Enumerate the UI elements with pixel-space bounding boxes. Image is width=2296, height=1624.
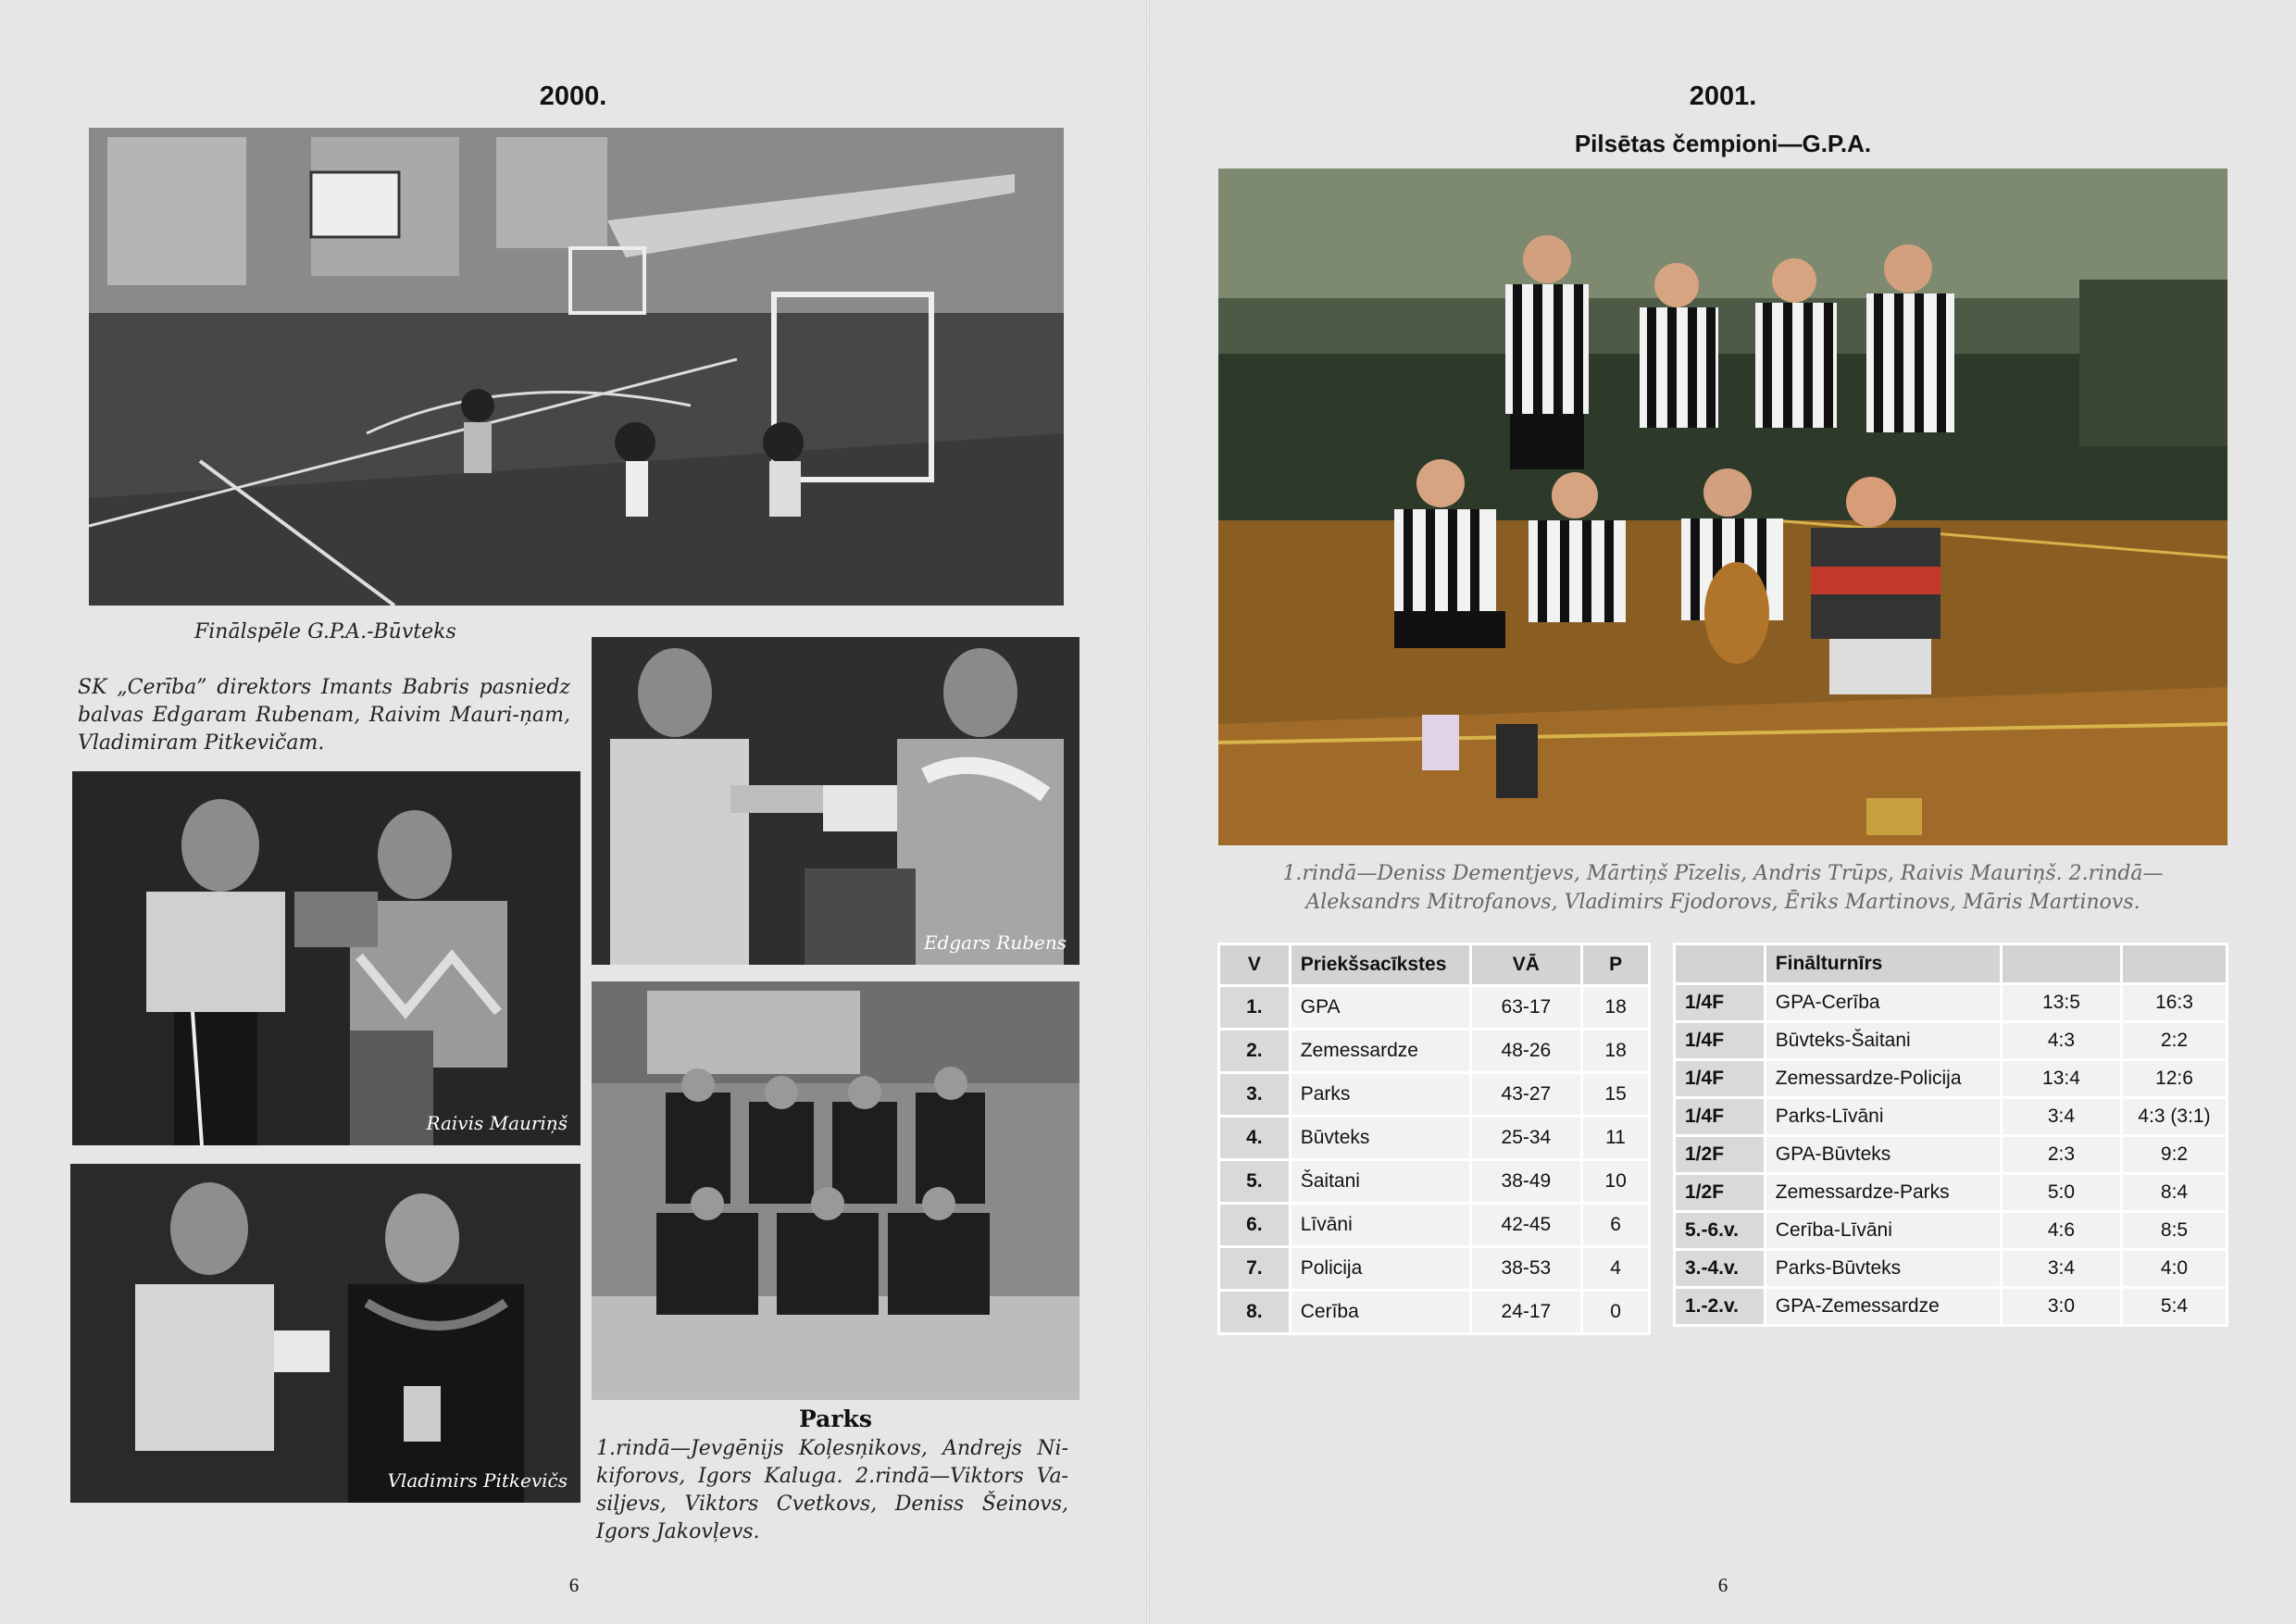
- table-row: [1220, 1074, 1648, 1115]
- match-cell: Zemessardze-Policija: [1766, 1061, 2000, 1096]
- score1-cell: 13:4: [2003, 1061, 2120, 1096]
- score2-cell: 9:2: [2123, 1137, 2226, 1172]
- year-heading-2000: 2000.: [539, 81, 607, 111]
- goals-cell: 24-17: [1472, 1292, 1581, 1332]
- table-row: [1676, 1289, 2226, 1324]
- table-row: [1676, 985, 2226, 1020]
- photo-gpa-champions: [1218, 169, 2227, 845]
- photo-final-match-image: [89, 128, 1064, 606]
- table-row: [1676, 1175, 2226, 1210]
- place-cell: 7.: [1220, 1248, 1289, 1289]
- champions-photo-caption: 1.rindā—Deniss Dementjevs, Mārtiņš Pīzelis, Andris Trūps, Raivis Mauriņš. 2.rindā—Aleksandrs Mitrofanovs, Vladimirs Fjodorovs, Ēriks Martinovs, Māris Martinovs.: [1282, 862, 2164, 914]
- score1-cell: 3:4: [2003, 1251, 2120, 1286]
- score2-cell: 8:4: [2123, 1175, 2226, 1210]
- place-cell: 4.: [1220, 1118, 1289, 1158]
- table-row: [1220, 1031, 1648, 1071]
- team-cell: GPA: [1292, 987, 1469, 1028]
- match-cell: GPA-Zemessardze: [1766, 1289, 2000, 1324]
- photo-edgars-rubens: [592, 637, 1079, 965]
- goals-cell: 25-34: [1472, 1118, 1581, 1158]
- final-header-game1: [2003, 945, 2120, 982]
- score1-cell: 2:3: [2003, 1137, 2120, 1172]
- points-cell: 4: [1583, 1248, 1648, 1289]
- points-cell: 6: [1583, 1205, 1648, 1245]
- team-cell: Būvteks: [1292, 1118, 1469, 1158]
- photo-parks-team-image: [592, 981, 1079, 1400]
- match-cell: Cerība-Līvāni: [1766, 1213, 2000, 1248]
- table-row: [1676, 1213, 2226, 1248]
- points-cell: 15: [1583, 1074, 1648, 1115]
- award-description: SK „Cerība” direktors Imants Babris pasniedz balvas Edgaram Rubenam, Raivim Mauri-ņam, Vladimiram Pitkevičam.: [78, 676, 570, 755]
- stage-cell: 1/4F: [1676, 985, 1764, 1020]
- match-cell: GPA-Būvteks: [1766, 1137, 2000, 1172]
- table-row: [1220, 1292, 1648, 1332]
- score2-cell: 2:2: [2123, 1023, 2226, 1058]
- table-row: [1220, 1248, 1648, 1289]
- place-cell: 3.: [1220, 1074, 1289, 1115]
- photo-vladimirs-pitkevics: [70, 1164, 580, 1503]
- score1-cell: 5:0: [2003, 1175, 2120, 1210]
- goals-cell: 48-26: [1472, 1031, 1581, 1071]
- place-cell: 8.: [1220, 1292, 1289, 1332]
- team-parks-members: 1.rindā—Jevgēnijs Koļesņikovs, Andrejs Ni-kiforovs, Igors Kaluga. 2.rindā—Viktors Va-siļjevs, Viktors Cvetkovs, Deniss Šeinovs, Igors Jakovļevs.: [596, 1437, 1068, 1543]
- table-row: [1676, 1061, 2226, 1096]
- photo-gpa-champions-image: [1218, 169, 2227, 845]
- score2-cell: 4:0: [2123, 1251, 2226, 1286]
- score1-cell: 4:3: [2003, 1023, 2120, 1058]
- final-table-header: [1676, 945, 2226, 982]
- team-cell: Zemessardze: [1292, 1031, 1469, 1071]
- match-cell: Būvteks-Šaitani: [1766, 1023, 2000, 1058]
- stage-cell: 1/4F: [1676, 1099, 1764, 1134]
- score2-cell: 5:4: [2123, 1289, 2226, 1324]
- page-number-right: 6: [1717, 1574, 1728, 1596]
- stage-cell: 1/2F: [1676, 1137, 1764, 1172]
- points-cell: 18: [1583, 987, 1648, 1028]
- score2-cell: 4:3 (3:1): [2123, 1099, 2226, 1134]
- score2-cell: 12:6: [2123, 1061, 2226, 1096]
- prelim-table-header: [1220, 945, 1648, 984]
- place-cell: 1.: [1220, 987, 1289, 1028]
- points-cell: 18: [1583, 1031, 1648, 1071]
- score1-cell: 3:0: [2003, 1289, 2120, 1324]
- score1-cell: 4:6: [2003, 1213, 2120, 1248]
- table-row: [1220, 1205, 1648, 1245]
- match-cell: GPA-Cerība: [1766, 985, 2000, 1020]
- page-number-left: 6: [568, 1574, 580, 1596]
- place-cell: 6.: [1220, 1205, 1289, 1245]
- score2-cell: 8:5: [2123, 1213, 2226, 1248]
- table-row: [1676, 1099, 2226, 1134]
- final-tournament-table: [1673, 943, 2228, 1327]
- goals-cell: 42-45: [1472, 1205, 1581, 1245]
- table-row: [1220, 1118, 1648, 1158]
- champions-subtitle: Pilsētas čempioni—G.P.A.: [1574, 130, 1872, 157]
- photo-raivis-maurins: [72, 771, 580, 1145]
- table-row: [1676, 1251, 2226, 1286]
- prelim-header-points: P: [1583, 945, 1648, 984]
- points-cell: 10: [1583, 1161, 1648, 1202]
- match-cell: Parks-Līvāni: [1766, 1099, 2000, 1134]
- stage-cell: 3.-4.v.: [1676, 1251, 1764, 1286]
- stage-cell: 1/4F: [1676, 1023, 1764, 1058]
- place-cell: 2.: [1220, 1031, 1289, 1071]
- score1-cell: 3:4: [2003, 1099, 2120, 1134]
- points-cell: 11: [1583, 1118, 1648, 1158]
- match-cell: Parks-Būvteks: [1766, 1251, 2000, 1286]
- table-row: [1676, 1137, 2226, 1172]
- stage-cell: 1/2F: [1676, 1175, 1764, 1210]
- stage-cell: 1.-2.v.: [1676, 1289, 1764, 1324]
- table-row: [1220, 987, 1648, 1028]
- table-row: [1676, 1023, 2226, 1058]
- year-heading-2001: 2001.: [1689, 81, 1757, 111]
- prelim-header-goals: VĀ: [1472, 945, 1581, 984]
- place-cell: 5.: [1220, 1161, 1289, 1202]
- label-vladimirs-pitkevics: Vladimirs Pitkevičs: [387, 1469, 568, 1492]
- points-cell: 0: [1583, 1292, 1648, 1332]
- team-cell: Policija: [1292, 1248, 1469, 1289]
- team-cell: Cerība: [1292, 1292, 1469, 1332]
- team-cell: Parks: [1292, 1074, 1469, 1115]
- label-raivis-maurins: Raivis Mauriņš: [426, 1112, 568, 1134]
- table-row: [1220, 1161, 1648, 1202]
- prelim-header-team: Priekšsacīkstes: [1292, 945, 1469, 984]
- prelim-standings-table: [1217, 943, 1651, 1335]
- label-edgars-rubens: Edgars Rubens: [923, 931, 1067, 954]
- photo-final-match: [89, 128, 1064, 606]
- final-header-game2: [2123, 945, 2226, 982]
- goals-cell: 38-53: [1472, 1248, 1581, 1289]
- goals-cell: 43-27: [1472, 1074, 1581, 1115]
- goals-cell: 38-49: [1472, 1161, 1581, 1202]
- final-header-title: Finālturnīrs: [1766, 945, 2000, 982]
- match-cell: Zemessardze-Parks: [1766, 1175, 2000, 1210]
- team-cell: Līvāni: [1292, 1205, 1469, 1245]
- prelim-header-place: V: [1220, 945, 1289, 984]
- photo-parks-team: [592, 981, 1079, 1400]
- team-title-parks: Parks: [799, 1405, 872, 1432]
- team-cell: Šaitani: [1292, 1161, 1469, 1202]
- photo-raivis-maurins-image: [72, 771, 580, 1145]
- stage-cell: 5.-6.v.: [1676, 1213, 1764, 1248]
- score1-cell: 13:5: [2003, 985, 2120, 1020]
- photo-edgars-rubens-image: [592, 637, 1079, 965]
- photo-vladimirs-pitkevics-image: [70, 1164, 580, 1503]
- right-page: [1150, 0, 2296, 1624]
- final-header-stage: [1676, 945, 1764, 982]
- score2-cell: 16:3: [2123, 985, 2226, 1020]
- stage-cell: 1/4F: [1676, 1061, 1764, 1096]
- goals-cell: 63-17: [1472, 987, 1581, 1028]
- left-page: [0, 0, 1146, 1624]
- caption-final-match: Finālspēle G.P.A.-Būvteks: [194, 620, 456, 643]
